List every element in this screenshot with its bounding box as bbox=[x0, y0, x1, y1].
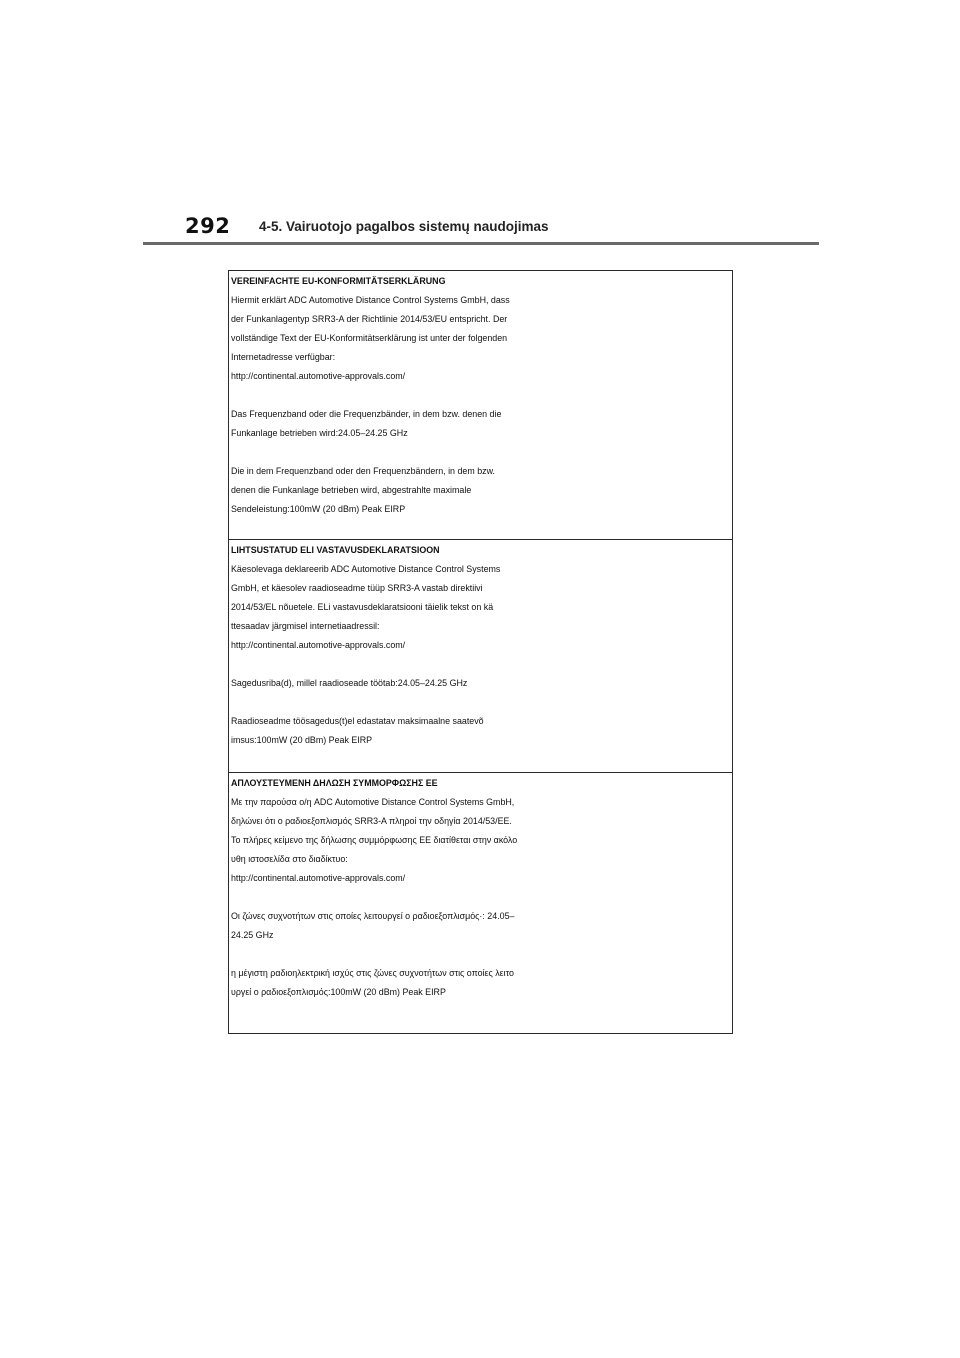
text-line: Funkanlage betrieben wird:24.05–24.25 GHz bbox=[231, 428, 408, 438]
text-line: Sagedusriba(d), millel raadioseade töötab:24.05–24.25 GHz bbox=[231, 678, 468, 688]
text-line: ttesaadav järgmisel internetiaadressil: bbox=[231, 621, 380, 631]
text-line: GmbH, et käesolev raadioseadme tüüp SRR3-A vastab direktiivi bbox=[231, 583, 483, 593]
url-line: http://continental.automotive-approvals.com/ bbox=[231, 371, 406, 381]
declaration-estonian bbox=[229, 540, 732, 773]
url-line: http://continental.automotive-approvals.com/ bbox=[231, 640, 406, 650]
text-line: υργεί ο ραδιοεξοπλισμός:100mW (20 dBm) Peak EIRP bbox=[231, 987, 446, 997]
header-divider bbox=[143, 242, 819, 245]
text-line: vollständige Text der EU-Konformitätserklärung ist unter der folgenden bbox=[231, 333, 508, 343]
text-line: Käesolevaga deklareerib ADC Automotive Distance Control Systems bbox=[231, 564, 501, 574]
page-number: 292 bbox=[185, 214, 231, 238]
text-line: Das Frequenzband oder die Frequenzbänder, in dem bzw. denen die bbox=[231, 409, 502, 419]
text-line: υθη ιστοσελίδα στο διαδίκτυο: bbox=[231, 854, 348, 864]
text-line: Die in dem Frequenzband oder den Frequenzbändern, in dem bzw. bbox=[231, 466, 495, 476]
text-line: Με την παρούσα ο/η ADC Automotive Distance Control Systems GmbH, bbox=[231, 797, 515, 807]
text-line: Internetadresse verfügbar: bbox=[231, 352, 336, 362]
text-line: Το πλήρες κείμενο της δήλωσης συμμόρφωσης ΕΕ διατίθεται στην ακόλο bbox=[231, 835, 518, 845]
declaration-title: ΑΠΛΟΥΣΤΕΥΜΕΝΗ ΔΗΛΩΣΗ ΣΥΜΜΟΡΦΩΣΗΣ ΕΕ bbox=[231, 778, 438, 788]
declaration-box bbox=[228, 270, 733, 1034]
url-line: http://continental.automotive-approvals.com/ bbox=[231, 873, 406, 883]
text-line: δηλώνει ότι ο ραδιοεξοπλισμός SRR3-A πληροί την οδηγία 2014/53/ΕΕ. bbox=[231, 816, 512, 826]
text-line: Sendeleistung:100mW (20 dBm) Peak EIRP bbox=[231, 504, 406, 514]
text-line: denen die Funkanlage betrieben wird, abgestrahlte maximale bbox=[231, 485, 472, 495]
text-line: Hiermit erklärt ADC Automotive Distance Control Systems GmbH, dass bbox=[231, 295, 510, 305]
declaration-title: LIHTSUSTATUD ELI VASTAVUSDEKLARATSIOON bbox=[231, 545, 440, 555]
text-line: Οι ζώνες συχνοτήτων στις οποίες λειτουργεί ο ραδιοεξοπλισμός·: 24.05– bbox=[231, 911, 515, 921]
text-line: imsus:100mW (20 dBm) Peak EIRP bbox=[231, 735, 373, 745]
text-line: η μέγιστη ραδιοηλεκτρική ισχύς στις ζώνες συχνοτήτων στις οποίες λειτο bbox=[231, 968, 514, 978]
declaration-german bbox=[229, 271, 732, 540]
section-title: 4-5. Vairuotojo pagalbos sistemų naudojimas bbox=[259, 219, 549, 234]
declaration-title: VEREINFACHTE EU-KONFORMITÄTSERKLÄRUNG bbox=[231, 276, 446, 286]
text-line: 2014/53/EL nõuetele. ELi vastavusdeklaratsiooni täielik tekst on kä bbox=[231, 602, 494, 612]
declaration-greek bbox=[229, 773, 732, 1035]
page-header bbox=[143, 212, 819, 246]
text-line: 24.25 GHz bbox=[231, 930, 274, 940]
text-line: der Funkanlagentyp SRR3-A der Richtlinie 2014/53/EU entspricht. Der bbox=[231, 314, 508, 324]
text-line: Raadioseadme töösagedus(t)el edastatav maksimaalne saatevõ bbox=[231, 716, 484, 726]
